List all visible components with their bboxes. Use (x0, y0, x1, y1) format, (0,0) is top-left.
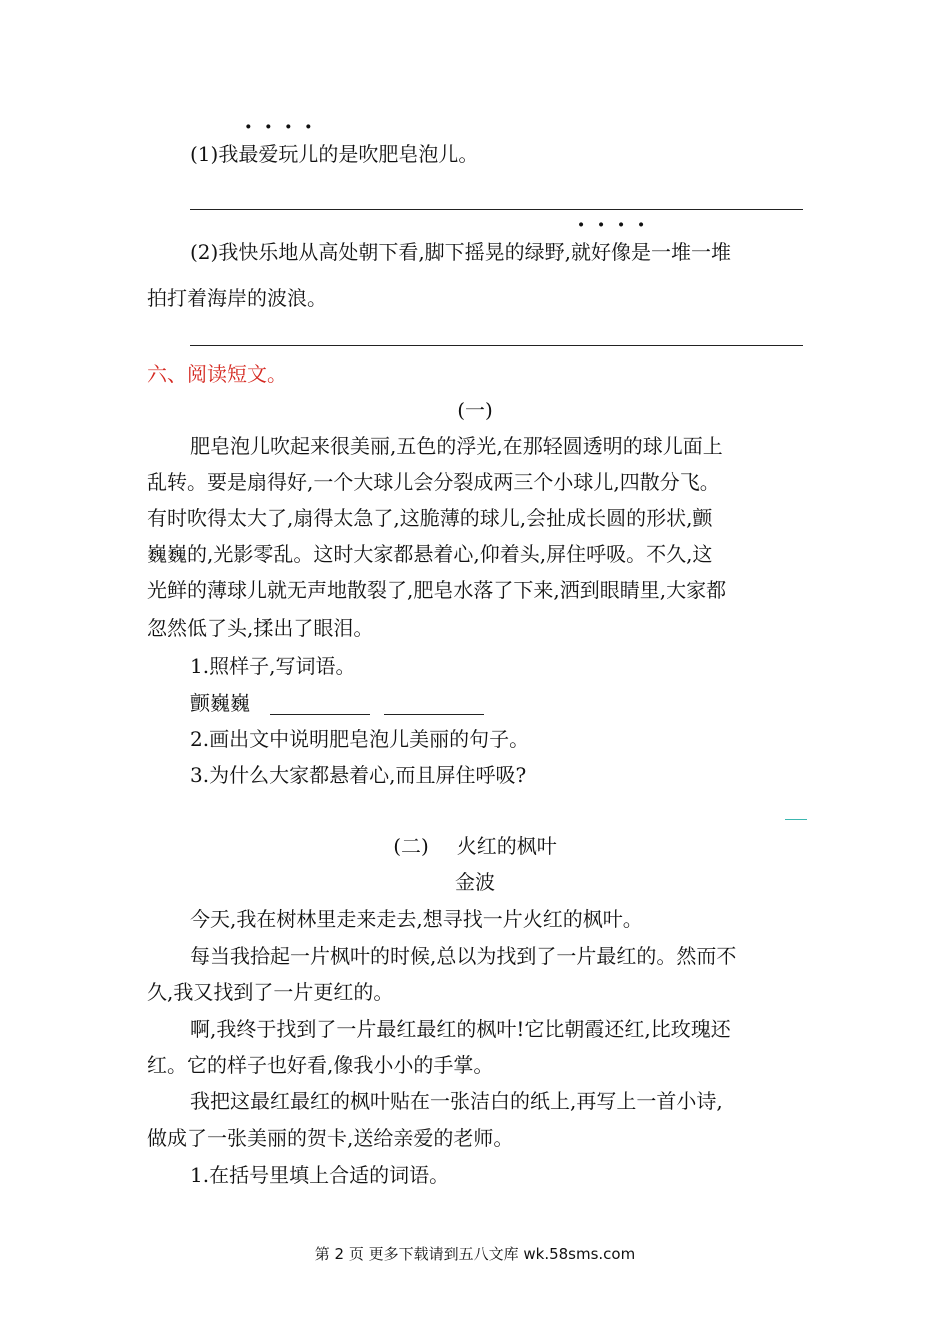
passage-2-line: 红。它的样子也好看,像我小小的手掌。 (147, 1053, 494, 1077)
passage-2-header (147, 828, 803, 864)
section-heading: 六、阅读短文。 (147, 362, 287, 386)
dotted-char: 像 (611, 240, 632, 264)
q5-item-2-suffix: 一堆一堆 (651, 240, 732, 264)
dotted-char: 是 (631, 240, 652, 264)
passage-2-line: 久,我又找到了一片更红的。 (147, 980, 394, 1004)
passage-1-question-3: 3.为什么大家都悬着心,而且屏住呼吸? (190, 763, 527, 787)
q5-item-2-prefix: (2)我快乐地从高处朝下看,脚下摇晃的绿野, (190, 240, 572, 264)
passage-1-question-2: 2.画出文中说明肥皂泡儿美丽的句子。 (190, 727, 530, 751)
decorative-mark (785, 819, 807, 820)
dotted-char: 就 (571, 240, 592, 264)
passage-2-line: 我把这最红最红的枫叶贴在一张洁白的纸上,再写上一首小诗, (190, 1089, 723, 1113)
passage-1-line: 巍巍的,光影零乱。这时大家都悬着心,仰着头,屏住呼吸。不久,这 (147, 542, 713, 566)
answer-blank[interactable] (270, 694, 370, 715)
dotted-char: 玩 (278, 142, 299, 166)
passage-2-number: (二) (393, 834, 429, 858)
q5-item-1-prefix: (1)我 (190, 142, 239, 166)
passage-1-line: 忽然低了头,揉出了眼泪。 (147, 616, 374, 640)
passage-2-question-1: 1.在括号里填上合适的词语。 (190, 1163, 450, 1187)
answer-line[interactable] (190, 209, 803, 210)
passage-2-line: 做成了一张美丽的贺卡,送给亲爱的老师。 (147, 1126, 514, 1150)
answer-line[interactable] (190, 345, 803, 346)
passage-1-line: 光鲜的薄球儿就无声地散裂了,肥皂水落了下来,洒到眼睛里,大家都 (147, 578, 727, 602)
example-word: 颤巍巍 (190, 691, 250, 715)
q5-item-1-suffix: 的是吹肥皂泡儿。 (318, 142, 479, 166)
q5-item-2-line-1 (190, 234, 803, 270)
dotted-char: 儿 (298, 142, 319, 166)
passage-2-title: 火红的枫叶 (456, 834, 557, 858)
passage-1-question-1-example-row (190, 685, 803, 721)
passage-1-question-1: 1.照样子,写词语。 (190, 654, 356, 678)
passage-1-line: 肥皂泡儿吹起来很美丽,五色的浮光,在那轻圆透明的球儿面上 (190, 434, 723, 458)
page-footer: 第 2 页 更多下载请到五八文库 wk.58sms.com (314, 1245, 636, 1263)
answer-blank[interactable] (384, 694, 484, 715)
passage-1-line: 有时吹得太大了,扇得太急了,这脆薄的球儿,会扯成长圆的形状,颤 (147, 506, 713, 530)
q5-item-2-line-2: 拍打着海岸的波浪。 (147, 286, 327, 310)
dotted-char: 好 (591, 240, 612, 264)
passage-2-line: 啊,我终于找到了一片最红最红的枫叶!它比朝霞还红,比玫瑰还 (190, 1017, 731, 1041)
passage-1-line: 乱转。要是扇得好,一个大球儿会分裂成两三个小球儿,四散分飞。 (147, 470, 720, 494)
passage-2-line: 今天,我在树林里走来走去,想寻找一片火红的枫叶。 (190, 907, 643, 931)
passage-2-author: 金波 (455, 870, 495, 894)
passage-1-title: (一) (457, 398, 493, 422)
q5-item-1 (190, 136, 803, 172)
dotted-char: 最 (238, 142, 259, 166)
dotted-char: 爱 (258, 142, 279, 166)
passage-2-line: 每当我拾起一片枫叶的时候,总以为找到了一片最红的。然而不 (190, 944, 737, 968)
